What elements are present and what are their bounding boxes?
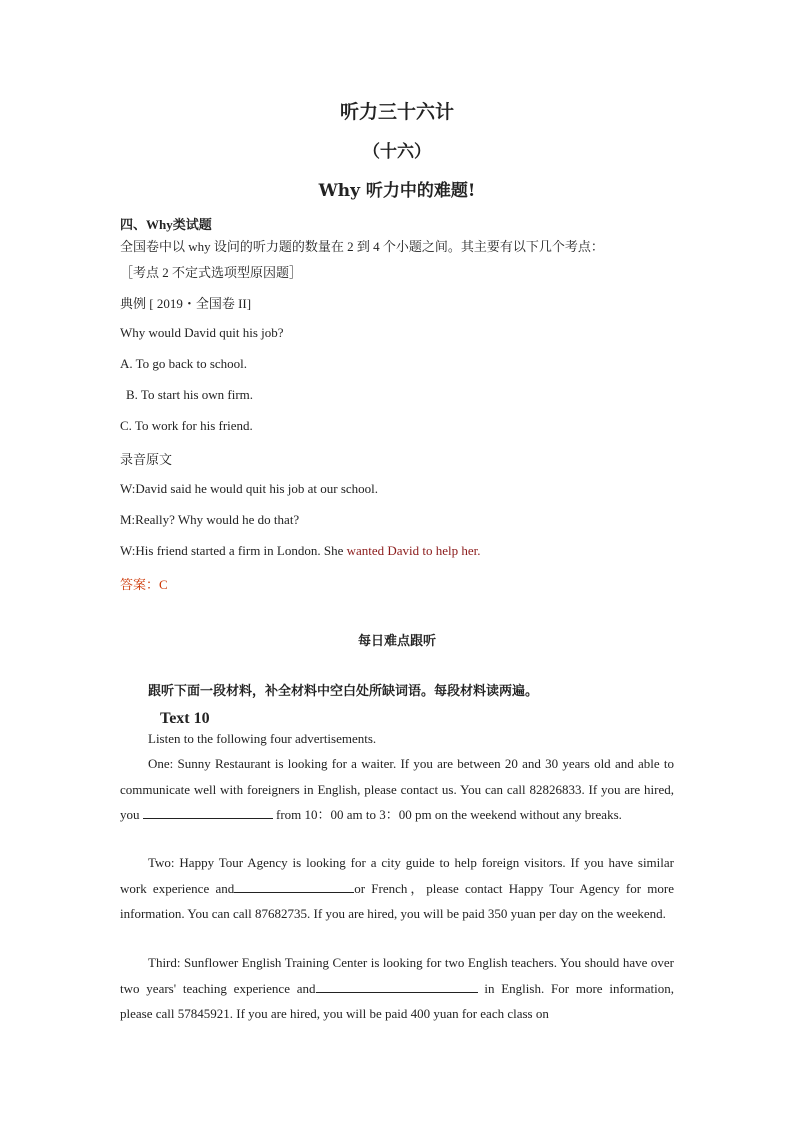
option-c: C. To work for his friend. <box>120 418 253 433</box>
paragraph-text: or French，please contact Happy Tour Agency for more information. You can call 87682735. If you are hired, you will be paid 350 yuan per day on the weekend. <box>120 880 674 921</box>
paragraph-text: from 10：00 am to 3：00 pm on the weekend without any breaks. <box>272 807 622 822</box>
answer-blank[interactable] <box>143 806 273 819</box>
option-b: B. To start his own firm. <box>126 387 254 402</box>
section-heading: 四、Why类试题 <box>120 217 212 232</box>
intro-text: 全国卷中以 why 设问的听力题的数量在 2 到 4 个小题之间。其主要有以下几个考点： <box>120 239 604 254</box>
text-number: Text 10 <box>160 710 210 727</box>
doc-subtitle: （十六） <box>363 142 431 162</box>
answer-blank[interactable] <box>234 880 354 893</box>
paragraph-text: Third: Sunflower English Training Center is looking for two English teachers. You should have over two years' teaching experience and <box>120 955 674 996</box>
transcript-key-phrase: wanted David to help her. <box>346 543 481 558</box>
paragraph-text: One: Sunny Restaurant is looking for a waiter. If you are between 20 and 30 years old and able to communicate well with foreigners in English, please contact us. You can call 82826833. If you are hired, you <box>120 756 674 822</box>
example-label: 典例 [ 2019・全国卷 II] <box>120 296 252 311</box>
doc-heading: Why 听力中的难题! <box>318 181 476 201</box>
answer-text: 答案：C <box>120 577 168 592</box>
question-text: Why would David quit his job? <box>120 325 284 340</box>
instruction-text: 跟听下面一段材料，补全材料中空白处所缺词语。每段材料读两遍。 <box>148 684 539 699</box>
paragraph: Listen to the following four advertisements. <box>148 731 377 746</box>
transcript-label: 录音原文 <box>120 452 173 467</box>
transcript-line: M:Really? Why would he do that? <box>120 512 300 527</box>
test-point: ［考点 2 不定式选项型原因题］ <box>120 265 303 280</box>
answer-blank[interactable] <box>316 980 478 993</box>
daily-title: 每日难点跟听 <box>357 634 436 649</box>
transcript-line <box>120 543 481 559</box>
paragraph-text: in English. For more information, please call 57845921. If you are hired, you will be paid 400 yuan for each class on <box>120 980 674 1021</box>
paragraph <box>120 751 674 828</box>
transcript-text: W:His friend started a firm in London. She <box>120 543 347 558</box>
paragraph <box>120 950 674 1027</box>
doc-title: 听力三十六计 <box>339 101 454 123</box>
transcript-line: W:David said he would quit his job at our school. <box>120 481 379 496</box>
paragraph-text: Two: Happy Tour Agency is looking for a city guide to help foreign visitors. If you have similar work experience and <box>120 855 674 896</box>
paragraph <box>120 850 674 927</box>
option-a: A. To go back to school. <box>120 356 248 371</box>
answer-line <box>120 574 168 593</box>
